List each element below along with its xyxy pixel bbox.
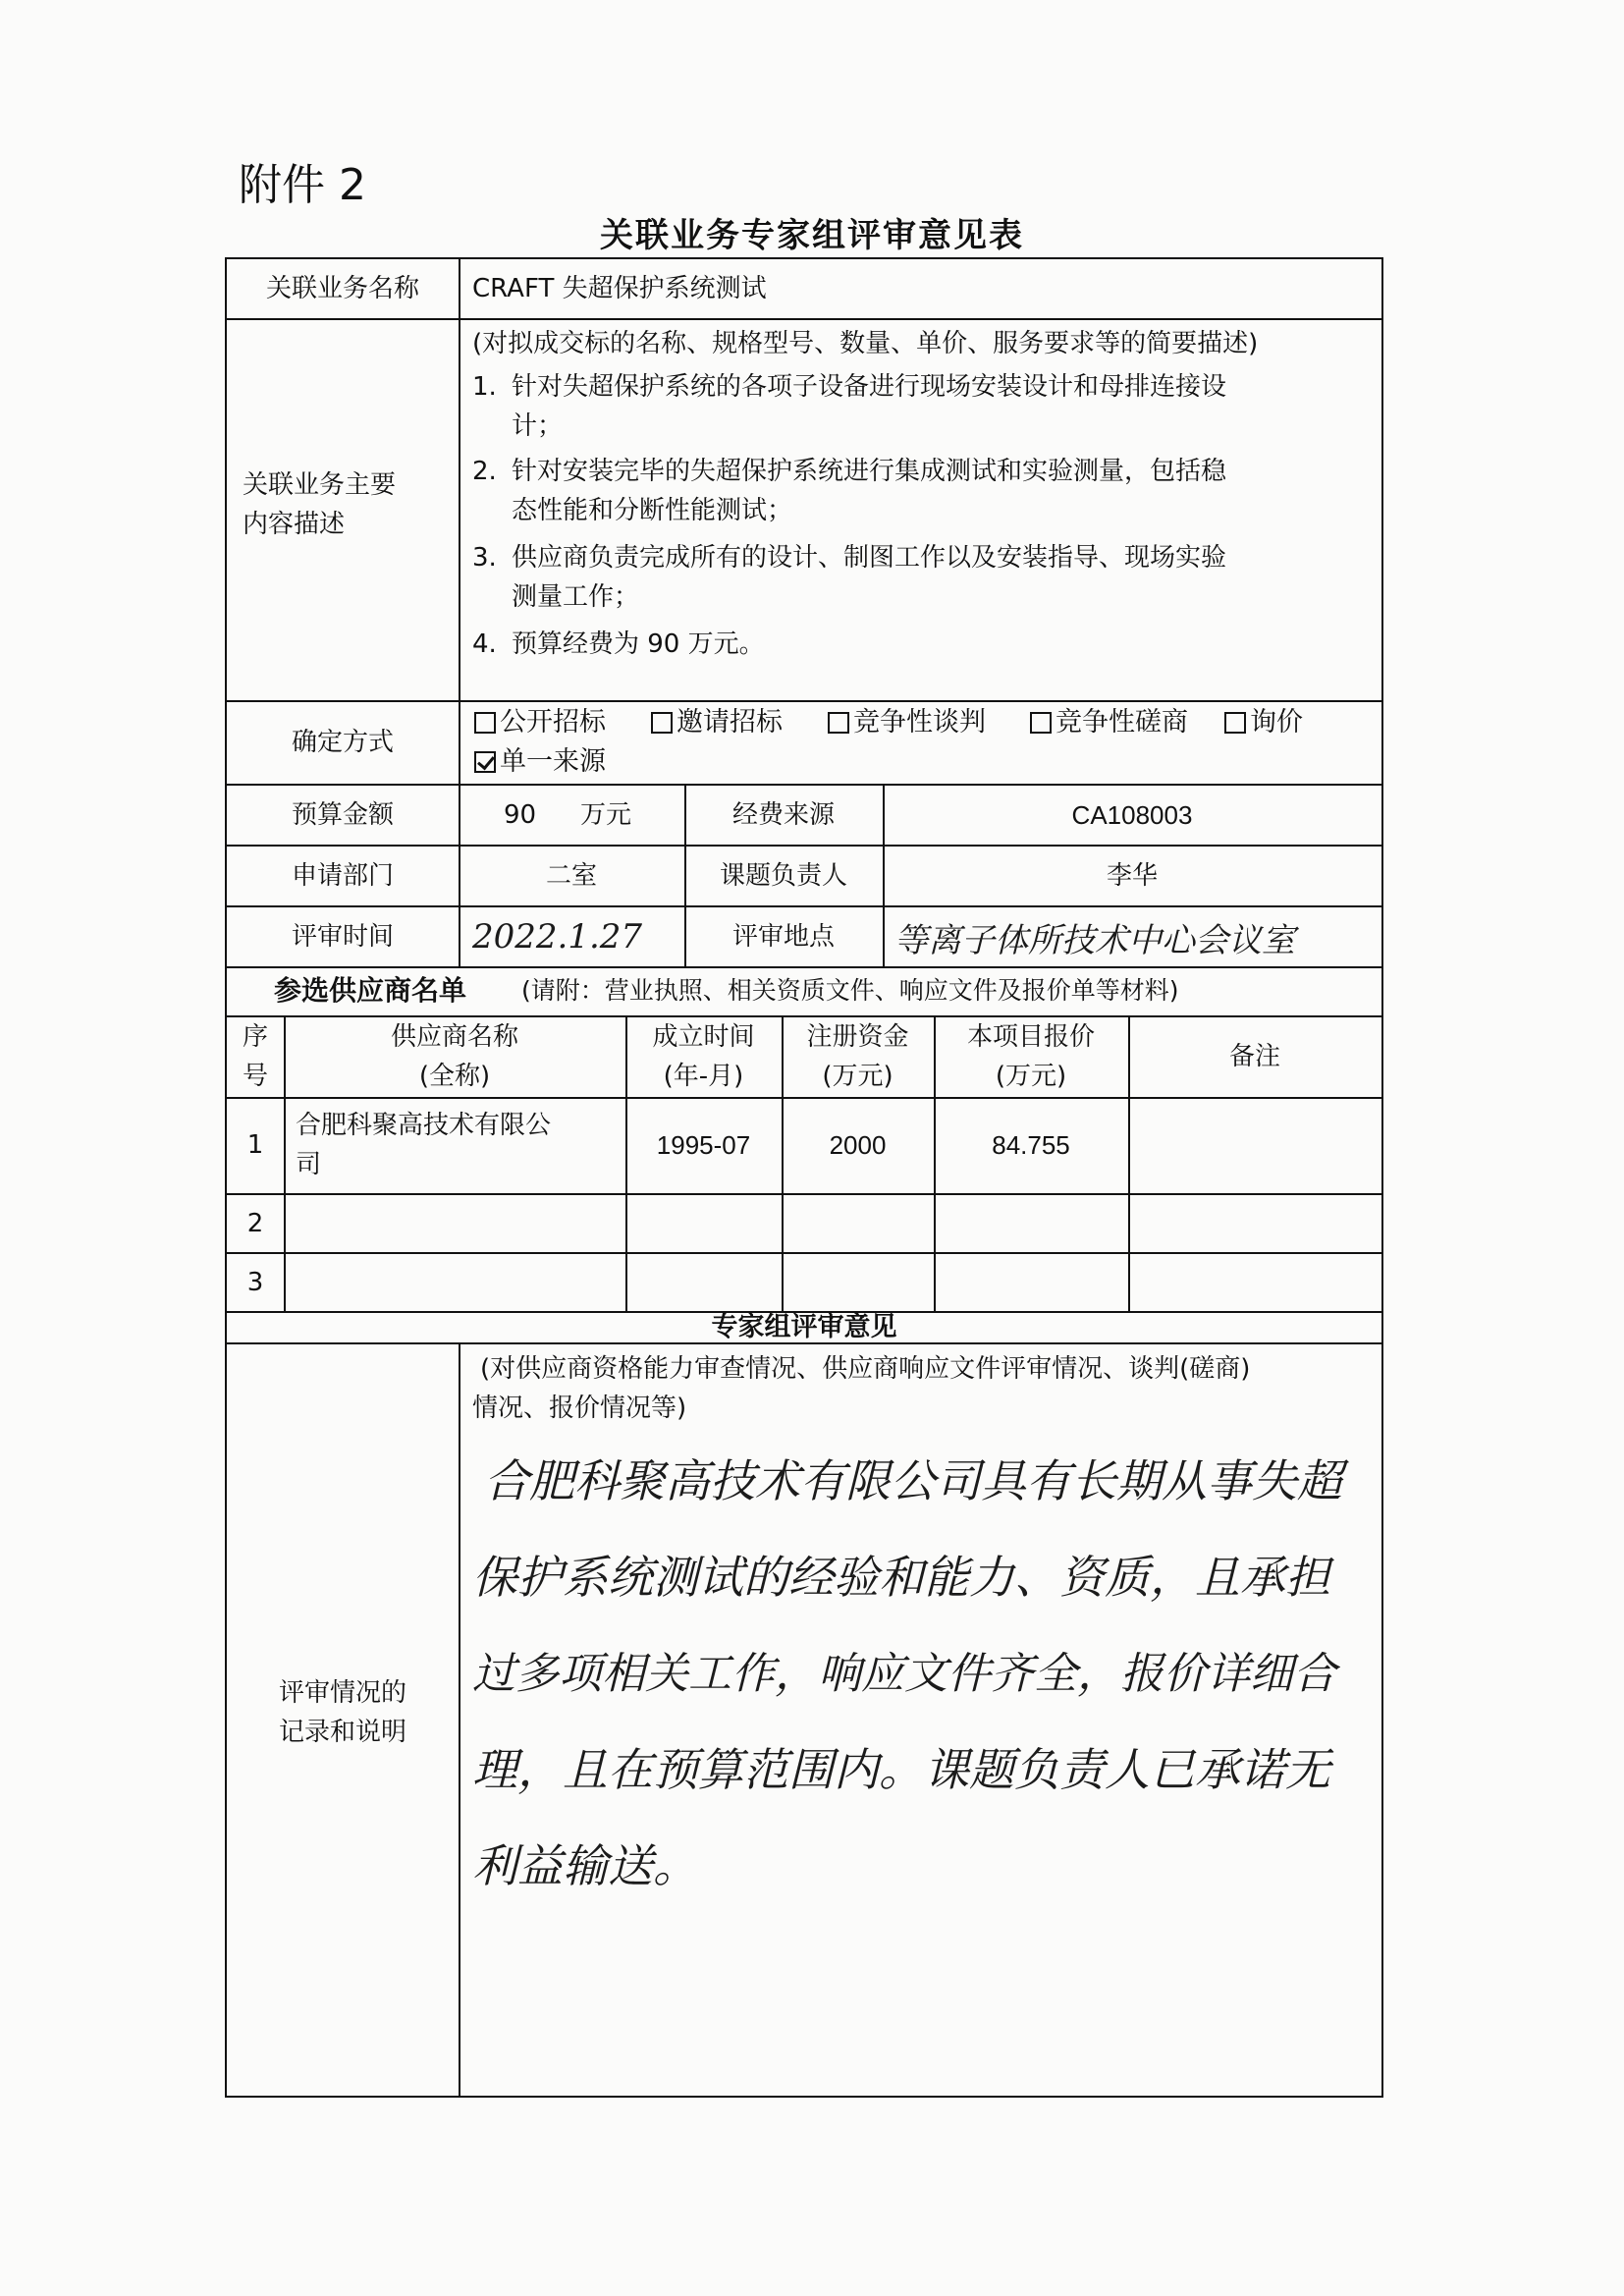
method-option-invited-tender[interactable]: 邀请招标 <box>651 703 783 742</box>
description-label-line1: 关联业务主要 <box>243 470 397 500</box>
col-name-header-line2: (全称) <box>418 1062 491 1091</box>
description-item-line: 针对安装完毕的失超保护系统进行集成测试和实验测量，包括稳 <box>512 457 1227 486</box>
opinion-handwritten-line: 理，且在预算范围内。课题负责人已承诺无 <box>472 1743 1330 1796</box>
funding-source-label: 经费来源 <box>731 800 835 830</box>
opinion-heading: 专家组评审意见 <box>711 1312 897 1342</box>
description-item-line: 供应商负责完成所有的设计、制图工作以及安装指导、现场实验 <box>512 543 1227 573</box>
description-hint: (对拟成交标的名称、规格型号、数量、单价、服务要求等的简要描述) <box>472 329 1259 358</box>
checkbox-icon <box>1224 712 1246 734</box>
budget-value: 90 <box>504 800 537 830</box>
checkbox-icon <box>828 712 849 734</box>
funding-source-value: CA108003 <box>1071 800 1193 830</box>
review-time-label: 评审时间 <box>291 922 394 952</box>
review-place-label: 评审地点 <box>731 922 835 952</box>
description-item-num: 1. <box>472 372 497 402</box>
opinion-hint-line2: 情况、报价情况等) <box>472 1394 687 1423</box>
checkbox-icon <box>1030 712 1052 734</box>
supplier-seq: 2 <box>246 1209 264 1238</box>
method-option-inquiry[interactable]: 询价 <box>1224 703 1303 742</box>
supplier-seq: 3 <box>246 1268 264 1297</box>
business-name-label: 关联业务名称 <box>265 274 419 303</box>
col-name-header-line1: 供应商名称 <box>390 1022 518 1052</box>
col-capital-header-line2: (万元) <box>822 1062 893 1091</box>
opinion-hint-line1: (对供应商资格能力审查情况、供应商响应文件评审情况、谈判(磋商) <box>480 1354 1251 1384</box>
col-capital-header-line1: 注册资金 <box>806 1022 909 1052</box>
method-option-open-tender[interactable]: 公开招标 <box>474 703 606 742</box>
opinion-handwritten-line: 过多项相关工作，响应文件齐全，报价详细合 <box>472 1649 1336 1699</box>
supplier-name-line1: 合肥科聚高技术有限公 <box>296 1111 552 1140</box>
form-title: 关联业务专家组评审意见表 <box>600 216 1024 255</box>
review-place-value: 等离子体所技术中心会议室 <box>894 921 1295 960</box>
project-leader-label: 课题负责人 <box>719 861 847 891</box>
business-name-value: CRAFT 失超保护系统测试 <box>472 274 767 303</box>
method-label: 确定方式 <box>291 728 394 757</box>
description-item-line: 态性能和分断性能测试； <box>512 496 793 525</box>
checkbox-icon <box>651 712 673 734</box>
checkbox-checked-icon <box>474 751 496 773</box>
budget-unit: 万元 <box>580 800 632 830</box>
supplier-founded: 1995-07 <box>656 1130 751 1160</box>
opinion-handwritten-line: 合肥科聚高技术有限公司具有长期从事失超 <box>484 1454 1342 1507</box>
opinion-handwritten-line: 保护系统测试的经验和能力、资质，且承担 <box>472 1551 1330 1604</box>
description-item-num: 4. <box>472 629 497 659</box>
supplier-seq: 1 <box>246 1130 264 1160</box>
description-item-line: 计； <box>512 411 564 441</box>
description-label-line2: 内容描述 <box>243 510 346 539</box>
checkbox-icon <box>474 712 496 734</box>
col-founded-header-line1: 成立时间 <box>652 1022 755 1052</box>
description-item-line: 测量工作； <box>512 582 640 612</box>
supplier-capital: 2000 <box>829 1130 887 1160</box>
col-seq-header-line1: 序 <box>242 1022 268 1052</box>
opinion-handwritten-line: 利益输送。 <box>472 1839 698 1892</box>
review-time-value: 2022.1.27 <box>472 917 643 957</box>
description-item-num: 3. <box>472 543 497 573</box>
suppliers-heading: 参选供应商名单 <box>274 974 467 1007</box>
description-item-num: 2. <box>472 457 497 486</box>
budget-label: 预算金额 <box>291 800 394 830</box>
method-option-single-source[interactable]: 单一来源 <box>474 742 606 782</box>
method-option-competitive-negotiation[interactable]: 竞争性谈判 <box>828 703 986 742</box>
col-quote-header-line1: 本项目报价 <box>966 1022 1095 1052</box>
department-value: 二室 <box>545 861 597 891</box>
department-label: 申请部门 <box>291 861 394 891</box>
description-item-line: 针对失超保护系统的各项子设备进行现场安装设计和母排连接设 <box>512 372 1227 402</box>
opinion-label-line1: 评审情况的 <box>278 1678 406 1708</box>
suppliers-note: (请附：营业执照、相关资质文件、响应文件及报价单等材料) <box>521 976 1179 1005</box>
supplier-quote: 84.755 <box>992 1130 1070 1160</box>
project-leader-value: 李华 <box>1106 861 1158 891</box>
description-item-line: 预算经费为 90 万元。 <box>512 629 765 659</box>
col-quote-header-line2: (万元) <box>995 1062 1067 1091</box>
col-founded-header-line2: (年-月) <box>663 1062 744 1091</box>
method-option-competitive-consultation[interactable]: 竞争性磋商 <box>1030 703 1188 742</box>
review-form-table <box>225 257 1383 2098</box>
col-remark-header: 备注 <box>1228 1042 1280 1071</box>
attachment-label: 附件 2 <box>239 160 366 210</box>
opinion-label-line2: 记录和说明 <box>278 1718 406 1747</box>
col-seq-header-line2: 号 <box>242 1062 268 1091</box>
supplier-name-line2: 司 <box>296 1150 322 1179</box>
